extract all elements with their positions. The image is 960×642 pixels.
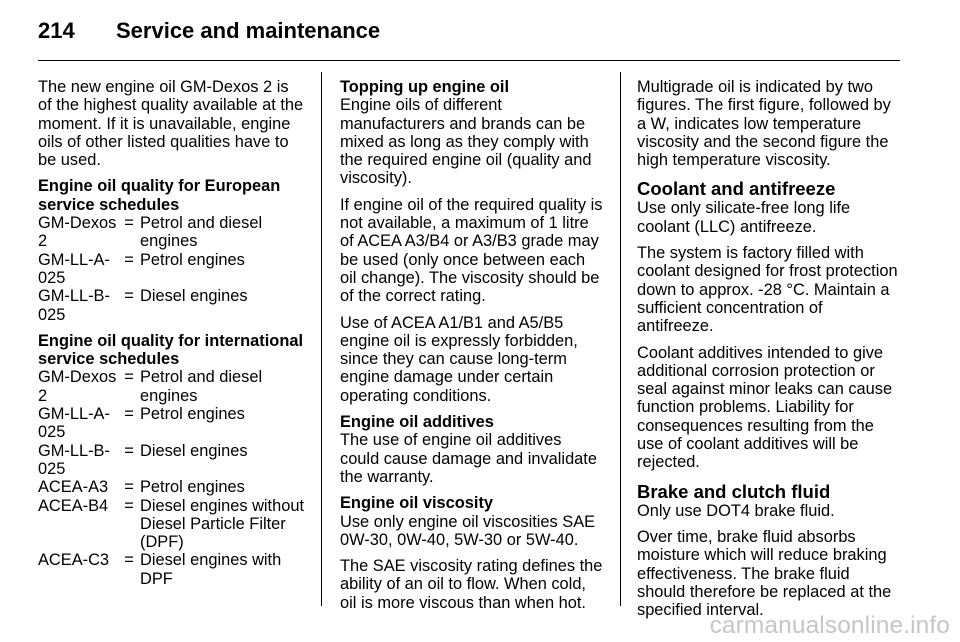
equals-cell: = xyxy=(124,478,134,497)
topping-up-paragraph-3: Use of ACEA A1/B1 and A5/B5 engine oil is expressly forbidden, since they can cause long-term engine damage under certain operating conditions. xyxy=(340,313,578,405)
header-divider xyxy=(38,60,900,61)
oil-viscosity-heading: Engine oil viscosity xyxy=(340,494,494,513)
international-schedule-heading: Engine oil quality for international service schedules xyxy=(38,331,303,369)
oil-grade-cell: GM-LL-A-025 xyxy=(38,250,110,287)
international-oil-table xyxy=(38,368,306,588)
table-row xyxy=(38,405,306,442)
table-row xyxy=(38,442,306,479)
oil-viscosity-paragraph-1: Use only engine oil viscosities SAE 0W-30, 0W-40, 5W-30 or 5W-40. xyxy=(340,512,596,549)
table-row xyxy=(38,478,306,496)
oil-grade-cell: GM-Dexos 2 xyxy=(38,214,117,251)
column-2 xyxy=(340,78,605,620)
multigrade-paragraph: Multigrade oil is indicated by two figures. The first figure, followed by a W, indicates low temperature viscosity and the second figure the high temperature viscosity. xyxy=(637,78,891,170)
european-schedule-heading: Engine oil quality for European service schedules xyxy=(38,177,281,214)
topping-up-heading: Topping up engine oil xyxy=(340,78,510,96)
european-oil-table xyxy=(38,214,306,324)
engine-type-cell: Diesel engines xyxy=(140,287,248,306)
topping-up-paragraph-1: Engine oils of different manufacturers and brands can be mixed as long as they comply with the required engine oil (quality and viscosity). xyxy=(340,96,592,188)
oil-grade-cell: ACEA-A3 xyxy=(38,478,109,497)
column-divider-2 xyxy=(620,72,621,606)
coolant-heading: Coolant and antifreeze xyxy=(637,178,836,200)
intro-paragraph: The new engine oil GM-Dexos 2 is of the highest quality available at the moment. If it is unavailable, engine oils of other listed qualities have to be used. xyxy=(38,78,304,170)
equals-cell: = xyxy=(124,368,134,387)
oil-additives-paragraph: The use of engine oil additives could cause damage and invalidate the warranty. xyxy=(340,431,597,486)
oil-grade-cell: GM-LL-B-025 xyxy=(38,287,110,324)
equals-cell: = xyxy=(124,250,134,269)
engine-type-cell: Petrol engines xyxy=(140,250,245,269)
equals-cell: = xyxy=(124,441,134,460)
column-divider-1 xyxy=(321,72,322,606)
table-row xyxy=(38,497,306,552)
brake-fluid-heading: Brake and clutch fluid xyxy=(637,480,831,502)
table-row xyxy=(38,368,306,405)
brake-fluid-paragraph-2: Over time, brake fluid absorbs moisture which will reduce braking effectiveness. The brake fluid should therefore be replaced at the specified interval. xyxy=(637,527,892,620)
column-1 xyxy=(38,78,306,596)
engine-type-cell: Petrol and diesel engines xyxy=(140,214,263,251)
oil-additives-heading: Engine oil additives xyxy=(340,413,494,432)
oil-grade-cell: GM-LL-A-025 xyxy=(38,405,110,442)
oil-grade-cell: GM-Dexos 2 xyxy=(38,368,117,405)
table-row xyxy=(38,551,306,588)
equals-cell: = xyxy=(124,287,134,306)
coolant-paragraph-1: Use only silicate-free long life coolant (LLC) antifreeze. xyxy=(637,199,851,236)
table-row xyxy=(38,214,306,251)
table-row xyxy=(38,287,306,324)
page-header xyxy=(38,18,380,48)
engine-type-cell: Petrol engines xyxy=(140,405,245,424)
table-row xyxy=(38,251,306,288)
oil-grade-cell: ACEA-B4 xyxy=(38,496,109,515)
page-number: 214 xyxy=(38,18,75,43)
equals-cell: = xyxy=(124,405,134,424)
page-title: Service and maintenance xyxy=(116,18,381,43)
equals-cell: = xyxy=(124,214,134,233)
oil-grade-cell: GM-LL-B-025 xyxy=(38,441,110,478)
engine-type-cell: Petrol and diesel engines xyxy=(140,368,263,405)
engine-type-cell: Diesel engines xyxy=(140,441,248,460)
engine-type-cell: Petrol engines xyxy=(140,478,245,497)
coolant-paragraph-2: The system is factory filled with coolant designed for frost protection down to approx. -28 °C. Maintain a sufficient concentration of antifreeze. xyxy=(637,244,898,336)
topping-up-paragraph-2: If engine oil of the required quality is not available, a maximum of 1 litre of ACEA A3/B4 or A3/B3 grade may be used (only once between each oil change). The viscosity should be of the correct rating. xyxy=(340,195,603,306)
brake-fluid-paragraph-1: Only use DOT4 brake fluid. xyxy=(637,501,835,520)
equals-cell: = xyxy=(124,496,134,515)
engine-type-cell: Diesel engines with DPF xyxy=(140,551,282,588)
column-3 xyxy=(637,78,902,627)
coolant-paragraph-3: Coolant additives intended to give additional corrosion protection or seal against minor leaks can cause function problems. Liability for consequences resulting from the use of coolant additives will be rejected. xyxy=(637,343,893,472)
watermark: carmanualsonline.info xyxy=(709,612,950,639)
equals-cell: = xyxy=(124,551,134,570)
engine-type-cell: Diesel engines without Diesel Particle Filter (DPF) xyxy=(140,496,305,552)
oil-grade-cell: ACEA-C3 xyxy=(38,551,110,570)
oil-viscosity-paragraph-2: The SAE viscosity rating defines the ability of an oil to flow. When cold, oil is more viscous than when hot. xyxy=(340,557,603,612)
